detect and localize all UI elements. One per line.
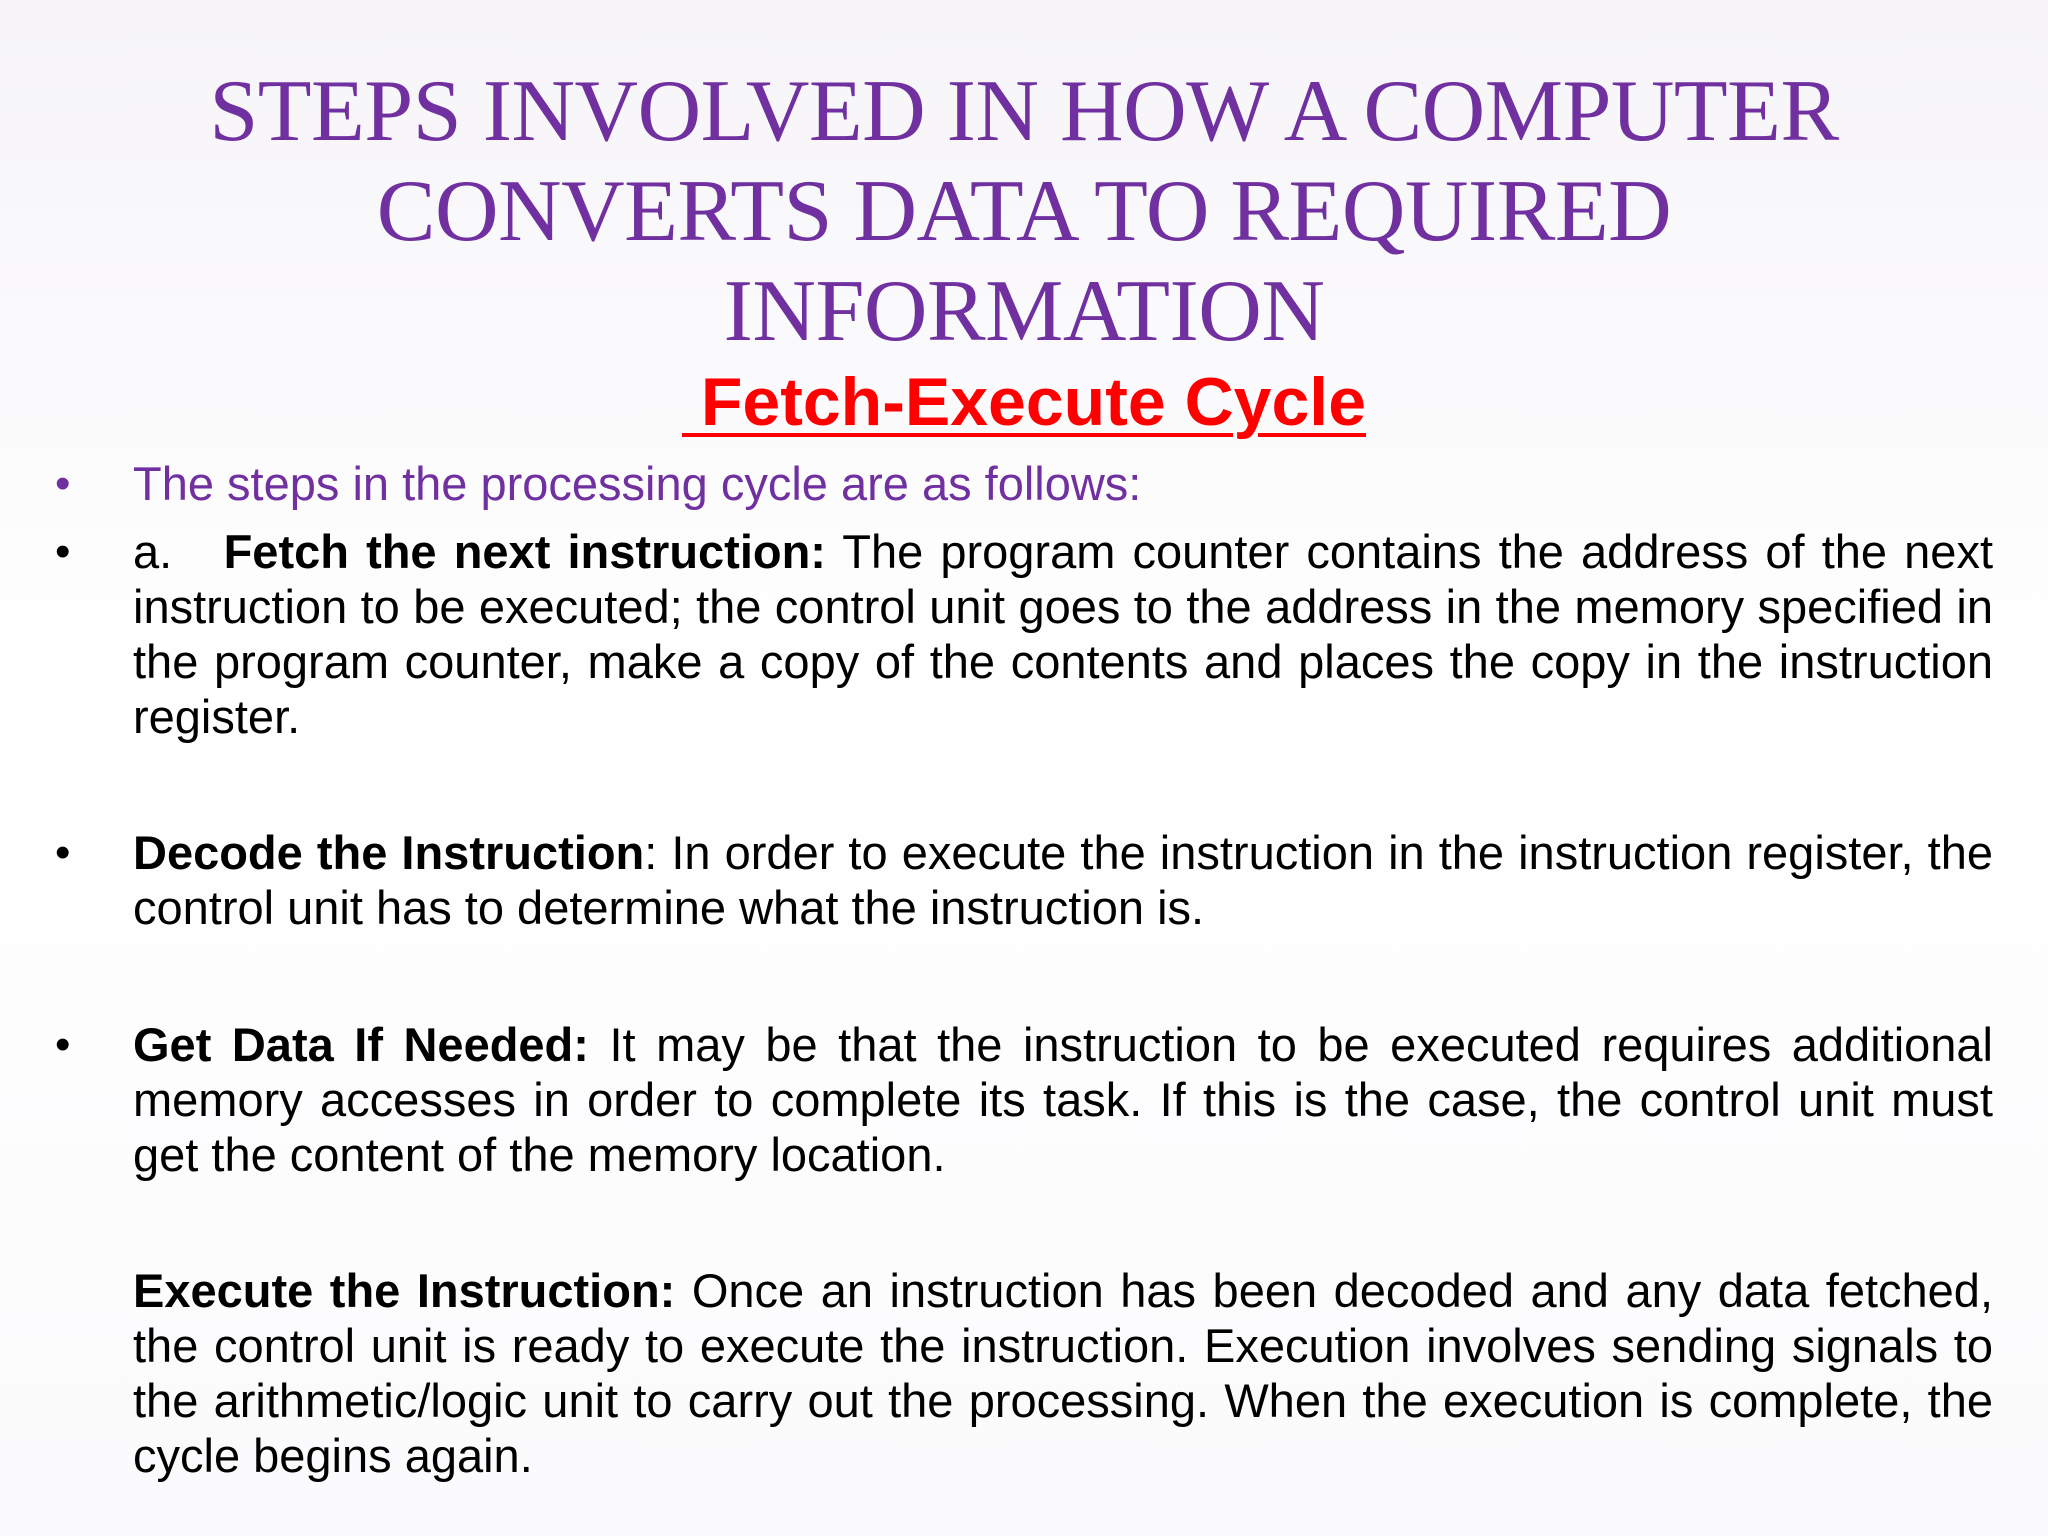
subtitle-text: Fetch-Execute Cycle bbox=[681, 364, 1367, 440]
step-heading: Execute the Instruction: bbox=[133, 1264, 676, 1317]
subtitle bbox=[0, 362, 2048, 442]
title-line-1: STEPS INVOLVED IN HOW A COMPUTER bbox=[209, 63, 1839, 160]
step-heading: Fetch the next instruction: bbox=[223, 525, 826, 578]
bullet-icon: • bbox=[55, 828, 71, 877]
step-prefix: a. bbox=[133, 525, 224, 578]
title-line-2: CONVERTS DATA TO REQUIRED bbox=[376, 163, 1672, 260]
step-fetch bbox=[55, 524, 1994, 744]
step-heading: Decode the Instruction bbox=[133, 826, 645, 879]
step-text: Once an instruction has been decoded and any data fetched, the control unit is ready to execute the instruction. Execution involves sending signals to the arithmetic/logic unit to carry out the processing. When the execution is complete, the cycle begins again. bbox=[133, 1264, 1994, 1482]
intro-bullet bbox=[55, 456, 1993, 511]
step-heading: Get Data If Needed: bbox=[133, 1018, 589, 1071]
step-text: The program counter contains the address of the next instruction to be executed; the control unit goes to the address in the memory specified in the program counter, make a copy of the contents and places the copy in the instruction register. bbox=[133, 525, 1994, 743]
slide-title bbox=[200, 62, 1848, 362]
step-execute bbox=[133, 1263, 1993, 1483]
step-text: : In order to execute the instruction in the instruction register, the control unit has to determine what the instruction is. bbox=[133, 826, 1993, 934]
step-get-data bbox=[55, 1017, 1993, 1182]
intro-text: The steps in the processing cycle are as follows: bbox=[133, 457, 1142, 510]
bullet-icon: • bbox=[55, 1020, 71, 1069]
bullet-icon: • bbox=[55, 459, 71, 508]
bullet-icon: • bbox=[55, 527, 71, 576]
step-text: It may be that the instruction to be executed requires additional memory accesses in order to complete its task. If this is the case, the control unit must get the content of the memory location. bbox=[133, 1018, 1993, 1181]
title-line-3: INFORMATION bbox=[723, 263, 1325, 360]
step-decode bbox=[55, 825, 1993, 935]
